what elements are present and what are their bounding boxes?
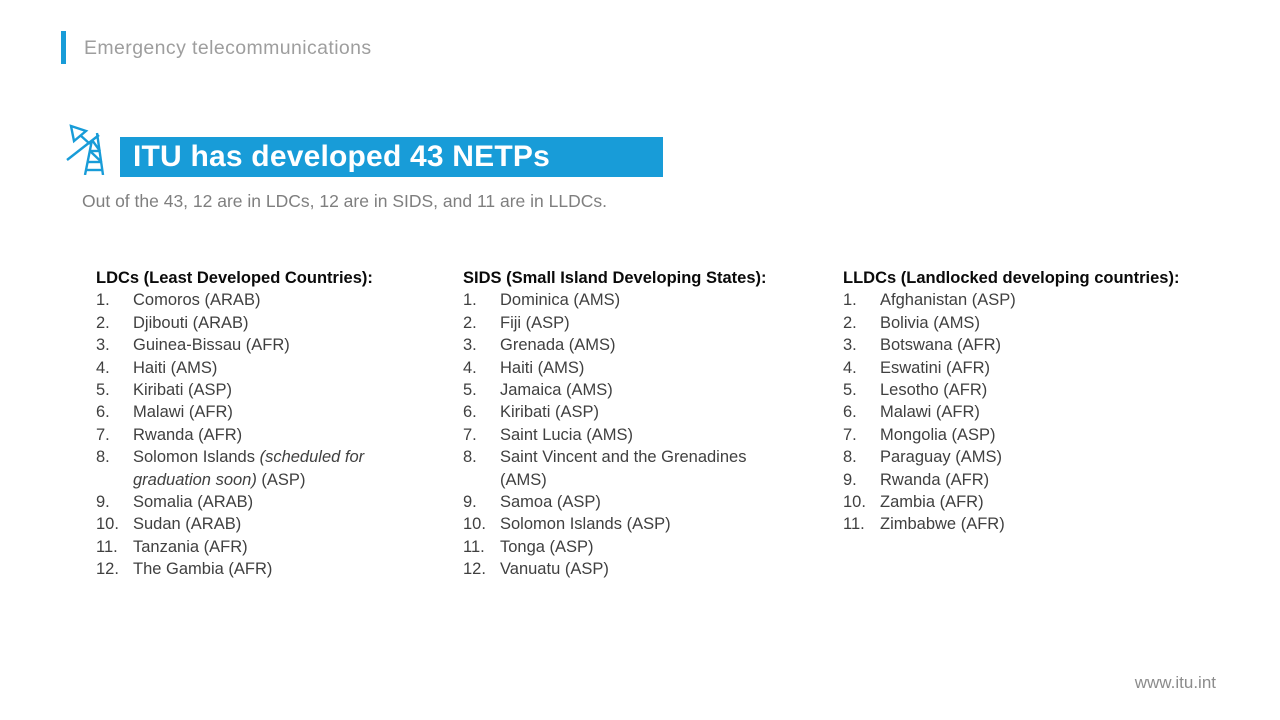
list-item (843, 401, 1243, 423)
list-item-number: 9. (843, 470, 857, 489)
list-item-text: Comoros (ARAB) (133, 291, 261, 310)
list-item (843, 357, 1243, 379)
list-item-text: Tanzania (AFR) (133, 537, 248, 556)
list-item-number: 6. (463, 403, 477, 422)
list-item-text: Saint Lucia (AMS) (500, 425, 633, 444)
list-item (843, 469, 1243, 491)
list-item-text: Jamaica (AMS) (500, 381, 613, 400)
list-item-text: Haiti (AMS) (500, 358, 585, 377)
list-item (843, 513, 1243, 535)
list-item-text: Fiji (ASP) (500, 313, 570, 332)
list-item (843, 424, 1243, 446)
list-item-number: 9. (463, 493, 477, 512)
list-item-text: Vanuatu (ASP) (500, 560, 609, 579)
list-item-text: Sudan (ARAB) (133, 515, 242, 534)
radio-tower-icon (65, 123, 113, 175)
list-item-number: 12. (463, 560, 486, 579)
list-item-number: 4. (463, 358, 477, 377)
list-item (96, 379, 432, 401)
list-item-number: 10. (463, 515, 486, 534)
slide-section-title: Emergency telecommunications (84, 37, 372, 59)
list-item-number: 3. (843, 336, 857, 355)
list-item-text: Dominica (AMS) (500, 291, 621, 310)
list-item-text: Djibouti (ARAB) (133, 313, 249, 332)
list-item (96, 446, 432, 491)
list-item-text: Afghanistan (ASP) (880, 291, 1016, 310)
list-item-number: 2. (843, 313, 857, 332)
list-item-number: 1. (96, 291, 110, 310)
list-item-text: Rwanda (AFR) (133, 425, 243, 444)
country-column-2 (463, 267, 793, 581)
list-item-text: Zambia (AFR) (880, 493, 984, 512)
list-item (463, 536, 793, 558)
country-column-3 (843, 267, 1243, 536)
list-item (96, 491, 432, 513)
list-item (843, 289, 1243, 311)
list-item (96, 558, 432, 580)
list-item-number: 11. (843, 515, 865, 534)
list-item-text: Haiti (AMS) (133, 358, 218, 377)
list-item (96, 312, 432, 334)
footer-url: www.itu.int (1134, 673, 1216, 692)
list-item (96, 513, 432, 535)
list-item-number: 10. (843, 493, 866, 512)
list-item-number: 5. (843, 381, 857, 400)
list-item-number: 8. (843, 448, 857, 467)
list-item-number: 3. (96, 336, 110, 355)
list-item-number: 2. (463, 313, 477, 332)
list-item-text: Somalia (ARAB) (133, 493, 254, 512)
list-item-number: 4. (96, 358, 110, 377)
list-item-text: Lesotho (AFR) (880, 381, 988, 400)
list-item-text: Malawi (AFR) (880, 403, 980, 422)
list-item-text: Malawi (AFR) (133, 403, 233, 422)
list-item (463, 558, 793, 580)
list-item (463, 491, 793, 513)
list-item-text: Samoa (ASP) (500, 493, 601, 512)
list-item-text: Kiribati (ASP) (500, 403, 600, 422)
list-item (96, 424, 432, 446)
slide-title-banner (120, 137, 663, 177)
slide-subtitle: Out of the 43, 12 are in LDCs, 12 are in SIDS, and 11 are in LLDCs. (82, 191, 607, 211)
list-item (843, 491, 1243, 513)
list-item-text: Solomon Islands (scheduled for graduation soon) (ASP) (133, 448, 365, 489)
list-item (96, 334, 432, 356)
list-item-text: Saint Vincent and the Grenadines (AMS) (500, 448, 747, 489)
list-item-number: 1. (843, 291, 857, 310)
list-item-text: Grenada (AMS) (500, 336, 616, 355)
list-item-number: 10. (96, 515, 119, 534)
list-item-text: The Gambia (AFR) (133, 560, 273, 579)
list-item (463, 446, 793, 491)
list-item (843, 312, 1243, 334)
list-item-number: 4. (843, 358, 857, 377)
list-item-text: Paraguay (AMS) (880, 448, 1002, 467)
list-item (843, 446, 1243, 468)
list-item (463, 424, 793, 446)
list-item-text: Botswana (AFR) (880, 336, 1002, 355)
list-item-number: 5. (463, 381, 477, 400)
list-item (463, 513, 793, 535)
list-item-text: Bolivia (AMS) (880, 313, 980, 332)
list-item-number: 6. (96, 403, 110, 422)
list-item (96, 536, 432, 558)
list-item-text: Zimbabwe (AFR) (880, 515, 1005, 534)
list-item (96, 357, 432, 379)
list-item (463, 357, 793, 379)
list-item-number: 1. (463, 291, 477, 310)
list-item-text: Solomon Islands (ASP) (500, 515, 671, 534)
column-header: LLDCs (Landlocked developing countries): (843, 269, 1180, 287)
list-item-number: 8. (463, 448, 477, 467)
list-item (463, 312, 793, 334)
list-item (96, 289, 432, 311)
list-item (463, 379, 793, 401)
list-item-text: Rwanda (AFR) (880, 470, 990, 489)
list-item (463, 401, 793, 423)
list-item-number: 7. (96, 425, 110, 444)
list-item-number: 6. (843, 403, 857, 422)
list-item-text: Tonga (ASP) (500, 537, 594, 556)
list-item-number: 11. (463, 537, 485, 556)
list-item-text: Guinea-Bissau (AFR) (133, 336, 290, 355)
list-item-text: Kiribati (ASP) (133, 381, 233, 400)
list-item-number: 7. (843, 425, 857, 444)
column-header: LDCs (Least Developed Countries): (96, 269, 373, 287)
slide-title: ITU has developed 43 NETPs (133, 140, 550, 173)
list-item (96, 401, 432, 423)
list-item-number: 5. (96, 381, 110, 400)
list-item-number: 7. (463, 425, 477, 444)
list-item-number: 12. (96, 560, 119, 579)
country-column-1 (96, 267, 432, 581)
list-item (463, 289, 793, 311)
list-item-text: Eswatini (AFR) (880, 358, 991, 377)
list-item (843, 334, 1243, 356)
list-item-text: Mongolia (ASP) (880, 425, 996, 444)
list-item (463, 334, 793, 356)
header-accent-bar (61, 31, 66, 64)
list-item-number: 11. (96, 537, 118, 556)
list-item-number: 2. (96, 313, 110, 332)
list-item-number: 9. (96, 493, 110, 512)
list-item-number: 3. (463, 336, 477, 355)
list-item (843, 379, 1243, 401)
list-item-number: 8. (96, 448, 110, 467)
column-header: SIDS (Small Island Developing States): (463, 269, 767, 287)
